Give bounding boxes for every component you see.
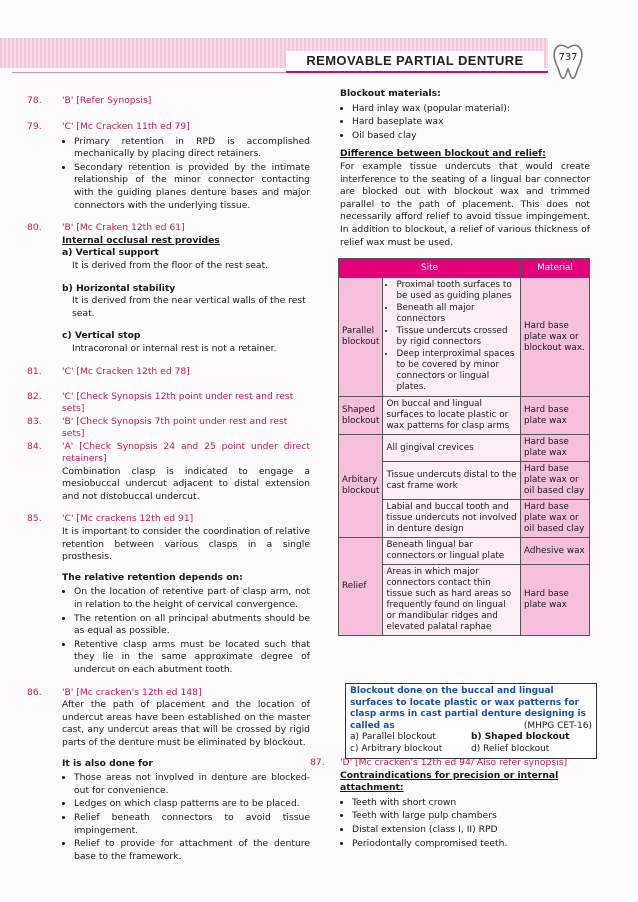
table-row: [339, 538, 590, 565]
answer-85: [27, 513, 310, 676]
sub-heading: a) Vertical support: [62, 247, 159, 259]
section-heading: Blockout materials:: [340, 88, 441, 99]
list-item: • Secondary retention is provided by the intimate relationship of the minor connector contacting with the guiding planes denture bases and major connectors with the underlying tissue.: [74, 162, 310, 212]
table-cell: Hard base plate wax or oil based clay: [521, 462, 590, 500]
answer-ref: 'B' [Mc Craken 12th ed 61]: [62, 222, 185, 234]
table-row: [339, 278, 590, 397]
table-cell: All gingival crevices: [383, 435, 521, 462]
table-cell: Hard base plate wax: [521, 435, 590, 462]
option-d: d) Relief blockout: [471, 743, 550, 754]
answer-83: [27, 415, 310, 441]
list-item: • Relief to provide for attachment of the denture base to the framework.: [74, 838, 310, 863]
column-header: Material: [521, 259, 590, 278]
answer-number: 84.: [27, 440, 42, 452]
table-cell: Beneath lingual bar connectors or lingual plate: [383, 538, 521, 565]
answer-87: [310, 757, 590, 851]
answer-ref: 'C' [Mc Cracken 11th ed 79]: [62, 121, 190, 132]
answer-number: 87.: [310, 757, 325, 768]
answer-number: 86.: [27, 686, 42, 698]
title-underline: [286, 71, 548, 73]
list-item: • Deep interproximal spaces to be covered by minor connectors or lingual plates.: [396, 349, 517, 393]
answer-82: [27, 390, 310, 416]
answer-number: 81.: [27, 365, 42, 377]
table-cell: Adhesive wax: [521, 538, 590, 565]
page-title: REMOVABLE PARTIAL DENTURE: [286, 51, 544, 71]
answer-ref: 'D' [Mc cracken's 12th ed 94/ Also refer synopsis]: [340, 757, 568, 768]
sub-text: Intracoronal or internal rest is not a retainer.: [72, 342, 277, 354]
option-b: b) Shaped blockout: [471, 732, 570, 743]
list-item: • Relief beneath connectors to avoid tissue impingement.: [74, 812, 310, 837]
list-item: • On the location of retentive part of clasp arm, not in relation to the height of cervical convergence.: [74, 586, 310, 611]
sub-heading: c) Vertical stop: [62, 330, 141, 342]
list-item: • Teeth with short crown: [352, 797, 590, 810]
answer-number: 83.: [27, 415, 42, 427]
section-heading: Internal occlusal rest provides: [62, 234, 220, 246]
section-heading: Contraindications for precision or internal attachment:: [340, 769, 559, 794]
section-heading: The relative retention depends on:: [62, 571, 243, 583]
table-cell: [383, 278, 521, 397]
list-item: • Beneath all major connectors: [396, 303, 517, 325]
list-item: • The retention on all principal abutments should be as equal as possible.: [74, 613, 310, 638]
answer-body: It is important to consider the coordination of relative retention between various clasps in a single prosthesis.: [62, 526, 310, 563]
answer-body: After the path of placement and the location of undercut areas have been established on the master cast, any undercut areas that will be crossed by rigid parts of the denture must be eliminated by blockout.: [62, 699, 310, 748]
table-cell: Hard base plate wax: [521, 397, 590, 435]
table-header-row: [339, 259, 590, 278]
answer-number: 79.: [27, 121, 42, 132]
list-item: • Teeth with large pulp chambers: [352, 810, 590, 823]
table-cell: Hard base plate wax or blockout wax.: [521, 278, 590, 397]
table-cell: Tissue undercuts distal to the cast frame work: [383, 462, 521, 500]
answer-80: [27, 222, 310, 355]
list-item: • Those areas not involved in denture are blocked-out for convenience.: [74, 772, 310, 797]
list-item: • Oil based clay: [352, 130, 590, 143]
answer-ref: 'B' [Check Synopsis 7th point under rest and rest sets]: [62, 415, 288, 440]
answer-number: 85.: [27, 513, 42, 525]
list-item: • Retentive clasp arms must be located such that they lie in the same approximate degree of undercut on each abutment tooth.: [74, 639, 310, 677]
answer-ref: 'B' [Refer Synopsis]: [62, 95, 152, 106]
list-item: • Primary retention in RPD is accomplished mechanically by placing direct retainers.: [74, 136, 310, 161]
sub-text: It is derived from the floor of the rest seat.: [72, 259, 269, 271]
question-source: (MHPG CET-16): [523, 720, 592, 731]
row-label: Parallel blockout: [339, 278, 383, 397]
option-a: a) Parallel blockout: [350, 732, 436, 743]
sub-text: It is derived from the near vertical walls of the rest seat.: [72, 295, 306, 319]
table-cell: Hard base plate wax or oil based clay: [521, 500, 590, 538]
row-label: Relief: [339, 538, 383, 636]
question-text: Blockout done on the buccal and lingual surfaces to locate plastic or wax patterns for clasp arms in cast partial denture designing is called as: [350, 686, 586, 731]
answer-ref: 'C' [Mc Cracken 12th ed 78]: [62, 365, 190, 377]
table-cell: Labial and buccal tooth and tissue undercuts not involved in denture design: [383, 500, 521, 538]
answer-ref: 'C' [Mc crackens 12th ed 91]: [62, 513, 194, 525]
list-item: • Proximal tooth surfaces to be used as guiding planes: [396, 280, 517, 302]
answer-number: 78.: [27, 95, 42, 106]
paragraph: For example tissue undercuts that would create interference to the seating of a lingual bar connector are blocked out with blockout wax and trimmed parallel to the path of placement. This does not necessarily afford relief to avoid tissue impingement. In addition to blockout, a relief of various thickness of relief wax must be used.: [340, 160, 590, 248]
list-item: • Distal extension (class I, II) RPD: [352, 824, 590, 837]
right-column: [340, 88, 590, 249]
page-number: 737: [558, 52, 578, 63]
table-row: [339, 435, 590, 462]
left-column: [27, 95, 310, 864]
answer-number: 82.: [27, 390, 42, 402]
table-row: [339, 397, 590, 435]
list-item: • Ledges on which clasp patterns are to be placed.: [74, 798, 310, 811]
section-heading: Difference between blockout and relief:: [340, 148, 546, 160]
column-header: Site: [339, 259, 521, 278]
list-item: • Hard baseplate wax: [352, 116, 590, 129]
answer-84: [27, 440, 310, 504]
blockout-table: [338, 258, 590, 636]
row-label: Shaped blockout: [339, 397, 383, 435]
list-item: • Hard inlay wax (popular material):: [352, 103, 590, 116]
answer-ref: 'C' [Check Synopsis 12th point under rest and rest sets]: [62, 390, 294, 415]
answer-body: Combination clasp is indicated to engage a mesiobuccal undercut adjacent to distal extension and not distobuccal undercut.: [62, 465, 310, 502]
row-label: Arbitary blockout: [339, 435, 383, 538]
option-c: c) Arbitrary blockout: [350, 743, 443, 754]
answer-78: [27, 95, 310, 121]
table-cell: Hard base plate wax: [521, 565, 590, 636]
table-cell: Areas in which major connectors contact thin tissue such as hard areas so frequently found on lingual or mandibular ridges and elevated palatal raphae: [383, 565, 521, 636]
exam-question-box: [345, 683, 597, 759]
table-cell: On buccal and lingual surfaces to locate plastic or wax patterns for clasp arms: [383, 397, 521, 435]
answer-86: [27, 686, 310, 864]
answer-number: 80.: [27, 222, 42, 234]
answer-ref: 'B' [Mc cracken's 12th ed 148]: [62, 686, 202, 698]
answer-79: [27, 121, 310, 212]
answer-81: [27, 365, 310, 391]
list-item: • Periodontally compromised teeth.: [352, 838, 590, 851]
section-heading: It is also done for: [62, 757, 153, 769]
answer-ref: 'A' [Check Synopsis 24 and 25 point under direct retainers]: [62, 440, 310, 465]
sub-heading: b) Horizontal stability: [62, 282, 176, 294]
list-item: • Tissue undercuts crossed by rigid connectors: [396, 326, 517, 348]
